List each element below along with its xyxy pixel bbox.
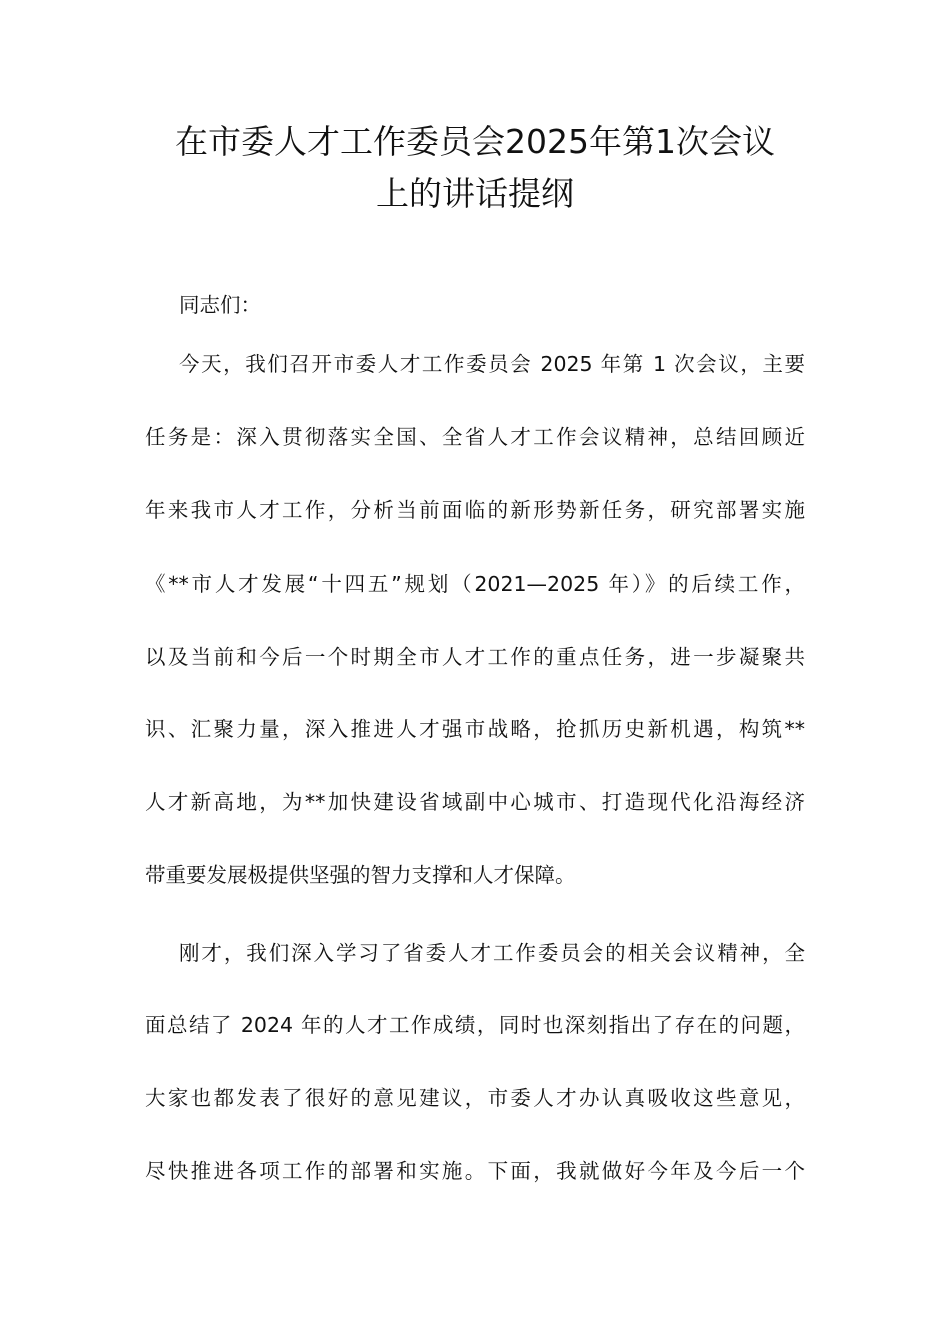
paragraph-line: 任务是：深入贯彻落实全国、全省人才工作会议精神，总结回顾近 [145,425,805,449]
paragraph-line: 尽快推进各项工作的部署和实施。下面，我就做好今年及今后一个 [145,1159,805,1183]
paragraph-line: 刚才，我们深入学习了省委人才工作委员会的相关会议精神，全 [179,941,805,965]
paragraph-line: 带重要发展极提供坚强的智力支撑和人才保障。 [145,863,576,887]
document-title-line-2: 上的讲话提纲 [376,174,574,213]
paragraph-line: 今天，我们召开市委人才工作委员会 2025 年第 1 次会议，主要 [179,352,805,376]
document-title-line-1: 在市委人才工作委员会2025年第1次会议 [175,122,775,161]
paragraph-line: 面总结了 2024 年的人才工作成绩，同时也深刻指出了存在的问题， [145,1013,805,1037]
paragraph-line: 《**市人才发展“十四五”规划（2021—2025 年）》的后续工作， [145,572,805,596]
paragraph-line: 识、汇聚力量，深入推进人才强市战略，抢抓历史新机遇，构筑** [145,717,805,741]
paragraph-line: 人才新高地，为**加快建设省域副中心城市、打造现代化沿海经济 [145,790,805,814]
paragraph-line: 年来我市人才工作，分析当前面临的新形势新任务，研究部署实施 [145,498,805,522]
paragraph-line: 以及当前和今后一个时期全市人才工作的重点任务，进一步凝聚共 [145,645,805,669]
paragraph-line: 大家也都发表了很好的意见建议，市委人才办认真吸收这些意见， [145,1086,805,1110]
greeting: 同志们： [179,293,261,317]
